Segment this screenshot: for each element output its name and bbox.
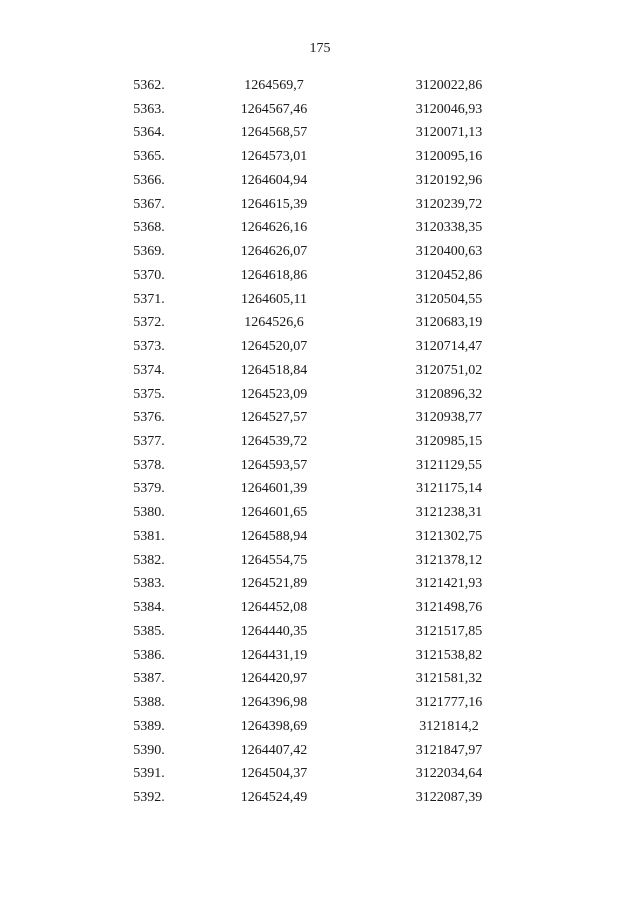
point-number-cell — [0, 406, 179, 430]
point-number-cell — [0, 572, 179, 596]
point-number: 5380. — [133, 505, 165, 521]
y-coordinate: 3120071,13 — [415, 125, 483, 141]
table-row — [0, 572, 640, 596]
point-number: 5381. — [133, 528, 165, 544]
coordinates-table — [0, 74, 640, 810]
point-number-cell — [0, 169, 179, 193]
y-coordinate: 3121814,2 — [419, 718, 479, 734]
table-row — [0, 667, 640, 691]
table-row — [0, 430, 640, 454]
table-row — [0, 359, 640, 383]
y-coordinate: 3120683,19 — [415, 315, 483, 331]
y-coordinate-cell — [369, 739, 640, 763]
y-coordinate-cell — [369, 193, 640, 217]
point-number-cell — [0, 786, 179, 810]
point-number: 5372. — [133, 315, 165, 331]
point-number: 5371. — [133, 291, 165, 307]
y-coordinate: 3121847,97 — [415, 742, 483, 758]
point-number: 5368. — [133, 220, 165, 236]
x-coordinate-cell: 1264452,08 — [240, 600, 308, 616]
point-number-cell — [0, 501, 179, 525]
table-row — [0, 193, 640, 217]
point-number-cell — [0, 98, 179, 122]
point-number: 5388. — [133, 695, 165, 711]
x-coordinate-cell: 1264526,6 — [244, 315, 304, 331]
y-coordinate-cell — [369, 525, 640, 549]
y-coordinate-cell — [369, 572, 640, 596]
x-coordinate-cell: 1264601,65 — [240, 505, 308, 521]
point-number: 5376. — [133, 410, 165, 426]
point-number: 5367. — [133, 196, 165, 212]
table-row — [0, 477, 640, 501]
table-row — [0, 596, 640, 620]
y-coordinate: 3120985,15 — [415, 434, 483, 450]
point-number: 5389. — [133, 718, 165, 734]
y-coordinate: 3121498,76 — [415, 600, 483, 616]
x-coordinate-cell: 1264568,57 — [240, 125, 308, 141]
x-coordinate-cell: 1264604,94 — [240, 172, 308, 188]
point-number-cell — [0, 549, 179, 573]
point-number: 5375. — [133, 386, 165, 402]
y-coordinate-cell — [369, 667, 640, 691]
x-coordinate-cell: 1264521,89 — [240, 576, 308, 592]
x-coordinate-cell: 1264605,11 — [241, 291, 307, 307]
point-number-cell — [0, 145, 179, 169]
table-row — [0, 762, 640, 786]
point-number-cell — [0, 359, 179, 383]
table-row — [0, 98, 640, 122]
x-coordinate-cell: 1264593,57 — [240, 457, 308, 473]
x-coordinate-cell: 1264615,39 — [240, 196, 308, 212]
x-coordinate-cell: 1264504,37 — [240, 766, 308, 782]
y-coordinate-cell — [369, 98, 640, 122]
y-coordinate-cell — [369, 596, 640, 620]
point-number: 5382. — [133, 552, 165, 568]
y-coordinate: 3122034,64 — [415, 766, 483, 782]
y-coordinate-cell — [369, 406, 640, 430]
y-coordinate: 3121581,32 — [415, 671, 483, 687]
y-coordinate-cell — [369, 430, 640, 454]
point-number-cell — [0, 667, 179, 691]
x-coordinate-cell: 1264431,19 — [240, 647, 308, 663]
y-coordinate-cell — [369, 383, 640, 407]
x-coordinate-cell: 1264539,72 — [240, 434, 308, 450]
x-coordinate-cell: 1264569,7 — [244, 78, 304, 93]
x-coordinate-cell: 1264523,09 — [240, 386, 308, 402]
point-number: 5384. — [133, 600, 165, 616]
table-row — [0, 739, 640, 763]
x-coordinate-cell: 1264618,86 — [240, 267, 308, 283]
y-coordinate: 3120400,63 — [415, 244, 483, 260]
table-row — [0, 383, 640, 407]
point-number-cell — [0, 288, 179, 312]
y-coordinate-cell — [369, 145, 640, 169]
y-coordinate: 3120504,55 — [415, 291, 483, 307]
point-number-cell — [0, 525, 179, 549]
point-number-cell — [0, 383, 179, 407]
y-coordinate-cell — [369, 762, 640, 786]
y-coordinate-cell — [369, 786, 640, 810]
y-coordinate: 3120239,72 — [415, 196, 483, 212]
table-row — [0, 525, 640, 549]
y-coordinate-cell — [369, 240, 640, 264]
point-number-cell — [0, 620, 179, 644]
y-coordinate: 3121302,75 — [415, 528, 483, 544]
x-coordinate-cell: 1264518,84 — [240, 362, 308, 378]
y-coordinate: 3120938,77 — [415, 410, 483, 426]
table-row — [0, 145, 640, 169]
x-coordinate-cell: 1264626,16 — [240, 220, 308, 236]
table-row — [0, 786, 640, 810]
table-row — [0, 216, 640, 240]
y-coordinate: 3120452,86 — [415, 267, 483, 283]
y-coordinate: 3122087,39 — [415, 790, 483, 806]
y-coordinate-cell — [369, 549, 640, 573]
table-row — [0, 620, 640, 644]
y-coordinate: 3120338,35 — [415, 220, 483, 236]
x-coordinate-cell: 1264567,46 — [240, 101, 308, 117]
y-coordinate: 3121129,55 — [416, 457, 482, 473]
x-coordinate-cell: 1264396,98 — [240, 695, 308, 711]
table-row — [0, 715, 640, 739]
point-number-cell — [0, 430, 179, 454]
point-number: 5373. — [133, 339, 165, 355]
point-number: 5390. — [133, 742, 165, 758]
x-coordinate-cell: 1264524,49 — [240, 790, 308, 806]
y-coordinate: 3121777,16 — [415, 695, 483, 711]
point-number: 5364. — [133, 125, 165, 141]
point-number: 5383. — [133, 576, 165, 592]
x-coordinate-cell: 1264407,42 — [240, 742, 308, 758]
table-row — [0, 240, 640, 264]
point-number: 5387. — [133, 671, 165, 687]
y-coordinate-cell — [369, 121, 640, 145]
y-coordinate: 3121517,85 — [415, 623, 483, 639]
y-coordinate-cell — [369, 691, 640, 715]
x-coordinate-cell: 1264398,69 — [240, 718, 308, 734]
y-coordinate-cell — [369, 620, 640, 644]
y-coordinate-cell — [369, 501, 640, 525]
point-number-cell — [0, 240, 179, 264]
point-number-cell — [0, 335, 179, 359]
point-number-cell — [0, 762, 179, 786]
y-coordinate-cell — [369, 311, 640, 335]
point-number: 5370. — [133, 267, 165, 283]
y-coordinate: 3121238,31 — [415, 505, 483, 521]
point-number: 5378. — [133, 457, 165, 473]
point-number-cell — [0, 715, 179, 739]
point-number: 5377. — [133, 434, 165, 450]
point-number: 5366. — [133, 172, 165, 188]
point-number: 5392. — [133, 790, 165, 806]
y-coordinate-cell — [369, 216, 640, 240]
x-coordinate-cell: 1264626,07 — [240, 244, 308, 260]
y-coordinate: 3120751,02 — [415, 362, 483, 378]
point-number-cell — [0, 454, 179, 478]
point-number: 5385. — [133, 623, 165, 639]
page-number: 175 — [309, 41, 331, 56]
point-number-cell — [0, 477, 179, 501]
y-coordinate-cell — [369, 169, 640, 193]
point-number-cell — [0, 311, 179, 335]
point-number: 5386. — [133, 647, 165, 663]
table-row — [0, 454, 640, 478]
y-coordinate: 3121421,93 — [415, 576, 483, 592]
point-number: 5379. — [133, 481, 165, 497]
table-row — [0, 549, 640, 573]
table-row — [0, 169, 640, 193]
x-coordinate-cell: 1264588,94 — [240, 528, 308, 544]
x-coordinate-cell: 1264440,35 — [240, 623, 308, 639]
table-row — [0, 121, 640, 145]
table-row — [0, 264, 640, 288]
point-number-cell — [0, 739, 179, 763]
x-coordinate-cell: 1264554,75 — [240, 552, 308, 568]
y-coordinate: 3120046,93 — [415, 101, 483, 117]
y-coordinate: 3120022,86 — [415, 78, 483, 93]
point-number-cell — [0, 644, 179, 668]
table-row — [0, 311, 640, 335]
point-number: 5363. — [133, 101, 165, 117]
x-coordinate-cell: 1264527,57 — [240, 410, 308, 426]
y-coordinate-cell — [369, 335, 640, 359]
point-number: 5369. — [133, 244, 165, 260]
point-number-cell — [0, 121, 179, 145]
point-number-cell — [0, 691, 179, 715]
y-coordinate-cell — [369, 477, 640, 501]
y-coordinate-cell — [369, 264, 640, 288]
x-coordinate-cell: 1264420,97 — [240, 671, 308, 687]
y-coordinate-cell — [369, 644, 640, 668]
coordinates-table-body — [0, 74, 640, 810]
y-coordinate: 3121538,82 — [415, 647, 483, 663]
y-coordinate-cell — [369, 454, 640, 478]
table-row — [0, 288, 640, 312]
table-row — [0, 691, 640, 715]
y-coordinate: 3121378,12 — [415, 552, 483, 568]
x-coordinate-cell: 1264520,07 — [240, 339, 308, 355]
point-number: 5374. — [133, 362, 165, 378]
point-number-cell — [0, 74, 179, 98]
y-coordinate-cell — [369, 359, 640, 383]
table-row — [0, 335, 640, 359]
table-row — [0, 501, 640, 525]
y-coordinate: 3120714,47 — [415, 339, 483, 355]
y-coordinate: 3121175,14 — [416, 481, 482, 497]
table-row — [0, 644, 640, 668]
point-number: 5391. — [133, 766, 165, 782]
point-number-cell — [0, 264, 179, 288]
y-coordinate: 3120896,32 — [415, 386, 483, 402]
table-row — [0, 406, 640, 430]
y-coordinate: 3120192,96 — [415, 172, 483, 188]
y-coordinate-cell — [369, 715, 640, 739]
x-coordinate-cell: 1264601,39 — [240, 481, 308, 497]
point-number: 5365. — [133, 149, 165, 165]
point-number-cell — [0, 596, 179, 620]
y-coordinate: 3120095,16 — [415, 149, 483, 165]
y-coordinate-cell — [369, 74, 640, 98]
table-row — [0, 74, 640, 98]
point-number-cell — [0, 216, 179, 240]
y-coordinate-cell — [369, 288, 640, 312]
point-number-cell — [0, 193, 179, 217]
point-number: 5362. — [133, 78, 165, 93]
x-coordinate-cell: 1264573,01 — [240, 149, 308, 165]
